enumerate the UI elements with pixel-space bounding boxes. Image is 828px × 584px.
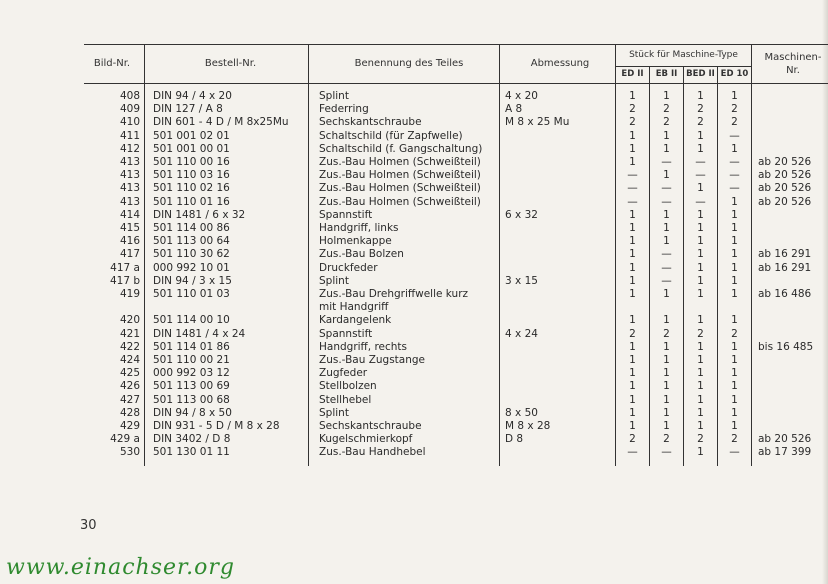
benennung-cell: Handgriff, rechts — [309, 341, 500, 354]
bestell-nr-cell: 501 110 03 16 — [145, 169, 309, 182]
bild-nr-cell: 426 — [84, 380, 145, 393]
bestell-nr-cell: 501 113 00 68 — [145, 394, 309, 407]
qty-eb2-cell: — — [650, 262, 684, 275]
maschinen-nr-cell — [752, 407, 828, 420]
qty-ed2-cell: 1 — [616, 248, 650, 261]
maschinen-nr-cell: ab 20 526 — [758, 433, 812, 446]
table-row — [84, 248, 828, 261]
qty-bed2-cell: 1 — [684, 314, 718, 327]
qty-bed2-cell: 2 — [684, 328, 718, 341]
qty-eb2-cell: 1 — [650, 314, 684, 327]
bestell-nr-cell: 501 130 01 11 — [145, 446, 309, 459]
qty-ed2-cell: 1 — [616, 367, 650, 380]
maschinen-nr-cell: ab 17 399 — [758, 446, 812, 459]
qty-ed10-cell: 1 — [718, 394, 752, 407]
bestell-nr-cell: DIN 94 / 3 x 15 — [145, 275, 309, 288]
benennung-cell: Kardangelenk — [309, 314, 500, 327]
parts-table — [84, 44, 828, 466]
benennung-cell: Holmenkappe — [309, 235, 500, 248]
qty-eb2-cell — [650, 301, 684, 314]
bestell-nr-cell: 501 110 00 21 — [145, 354, 309, 367]
table-row — [84, 143, 828, 156]
qty-bed2-cell: 1 — [684, 90, 718, 103]
qty-ed10-cell — [718, 301, 752, 314]
bestell-nr-cell: 501 113 00 69 — [145, 380, 309, 393]
qty-eb2-cell: 1 — [650, 209, 684, 222]
qty-eb2-cell: 2 — [650, 328, 684, 341]
qty-ed10-cell: 1 — [718, 143, 752, 156]
table-row — [84, 341, 828, 354]
qty-ed2-cell: 1 — [616, 288, 650, 301]
qty-bed2-cell: — — [684, 169, 718, 182]
abmessung-cell: 6 x 32 — [500, 209, 616, 222]
qty-bed2-cell: 2 — [684, 433, 718, 446]
benennung-cell: Zugfeder — [309, 367, 500, 380]
benennung-cell: Stellbolzen — [309, 380, 500, 393]
qty-ed2-cell: 1 — [616, 262, 650, 275]
qty-ed2-cell: 1 — [616, 407, 650, 420]
abmessung-cell: 3 x 15 — [500, 275, 616, 288]
table-row — [84, 314, 828, 327]
maschinen-nr-cell — [752, 143, 828, 156]
abmessung-cell — [500, 182, 616, 195]
header-maschinen-nr: Maschinen-Nr. — [752, 45, 828, 84]
maschinen-nr-cell: ab 16 291 — [758, 261, 812, 274]
qty-eb2-cell: 1 — [650, 407, 684, 420]
qty-eb2-cell: 1 — [650, 130, 684, 143]
qty-ed2-cell: — — [616, 196, 650, 209]
table-header — [84, 45, 828, 84]
qty-eb2-cell: — — [650, 275, 684, 288]
abmessung-cell: 4 x 24 — [500, 328, 616, 341]
qty-ed2-cell: 1 — [616, 314, 650, 327]
maschinen-nr-cell: ab 20 526 — [758, 169, 812, 182]
table-row — [84, 116, 828, 129]
qty-eb2-cell: 1 — [650, 90, 684, 103]
abmessung-cell — [500, 222, 616, 235]
maschinen-nr-cell — [752, 222, 828, 235]
header-abmessung: Abmessung — [500, 45, 616, 84]
qty-eb2-cell: — — [650, 446, 684, 459]
bestell-nr-cell: DIN 1481 / 6 x 32 — [145, 209, 309, 222]
abmessung-cell — [500, 354, 616, 367]
qty-ed10-cell: — — [718, 169, 752, 182]
qty-ed2-cell: 1 — [616, 222, 650, 235]
qty-ed2-cell: 1 — [616, 235, 650, 248]
qty-ed2-cell: — — [616, 182, 650, 195]
table-row — [84, 90, 828, 103]
qty-ed10-cell: 1 — [718, 235, 752, 248]
benennung-cell: Zus.-Bau Handhebel — [309, 446, 500, 459]
bild-nr-cell: 413 — [84, 156, 145, 169]
bestell-nr-cell: DIN 1481 / 4 x 24 — [145, 328, 309, 341]
maschinen-nr-cell — [752, 235, 828, 248]
bild-nr-cell: 413 — [84, 182, 145, 195]
bestell-nr-cell: 501 110 01 16 — [145, 196, 309, 209]
maschinen-nr-cell — [752, 314, 828, 327]
abmessung-cell — [500, 380, 616, 393]
qty-bed2-cell: 1 — [684, 235, 718, 248]
qty-ed10-cell: 2 — [718, 328, 752, 341]
table-row — [84, 169, 828, 182]
bestell-nr-cell: 501 110 00 16 — [145, 156, 309, 169]
abmessung-cell — [500, 143, 616, 156]
qty-eb2-cell: 2 — [650, 116, 684, 129]
benennung-cell: Zus.-Bau Holmen (Schweißteil) — [309, 182, 500, 195]
qty-ed10-cell: 1 — [718, 222, 752, 235]
table-row — [84, 420, 828, 433]
benennung-cell: Zus.-Bau Bolzen — [309, 248, 500, 261]
maschinen-nr-cell — [752, 90, 828, 103]
maschinen-nr-cell: ab 20 526 — [758, 195, 812, 208]
bild-nr-cell: 422 — [84, 341, 145, 354]
qty-ed10-cell: 1 — [718, 420, 752, 433]
table-row — [84, 222, 828, 235]
qty-ed10-cell: 1 — [718, 248, 752, 261]
qty-bed2-cell: 1 — [684, 341, 718, 354]
qty-bed2-cell: 1 — [684, 420, 718, 433]
qty-ed10-cell: 1 — [718, 90, 752, 103]
qty-ed10-cell: 1 — [718, 367, 752, 380]
qty-ed10-cell: 1 — [718, 341, 752, 354]
bestell-nr-cell: DIN 3402 / D 8 — [145, 433, 309, 446]
qty-ed2-cell: 1 — [616, 130, 650, 143]
qty-ed10-cell: 1 — [718, 354, 752, 367]
bestell-nr-cell: 000 992 03 12 — [145, 367, 309, 380]
abmessung-cell: 4 x 20 — [500, 90, 616, 103]
abmessung-cell: M 8 x 25 Mu — [500, 116, 616, 129]
table-row — [84, 235, 828, 248]
abmessung-cell: 8 x 50 — [500, 407, 616, 420]
benennung-cell: Zus.-Bau Zugstange — [309, 354, 500, 367]
qty-ed2-cell: 1 — [616, 90, 650, 103]
bild-nr-cell: 429 — [84, 420, 145, 433]
abmessung-cell — [500, 446, 616, 459]
qty-bed2-cell: 1 — [684, 288, 718, 301]
bild-nr-cell: 427 — [84, 394, 145, 407]
maschinen-nr-cell — [752, 301, 828, 314]
qty-ed10-cell: 1 — [718, 288, 752, 301]
bestell-nr-cell: 501 114 00 10 — [145, 314, 309, 327]
qty-eb2-cell: 2 — [650, 103, 684, 116]
abmessung-cell — [500, 235, 616, 248]
abmessung-cell — [500, 130, 616, 143]
bestell-nr-cell: DIN 127 / A 8 — [145, 103, 309, 116]
qty-ed2-cell: 2 — [616, 116, 650, 129]
header-bild-nr: Bild-Nr. — [84, 45, 145, 84]
benennung-cell: Stellhebel — [309, 394, 500, 407]
qty-eb2-cell: 1 — [650, 169, 684, 182]
maschinen-nr-cell — [752, 116, 828, 129]
benennung-cell: Zus.-Bau Drehgriffwelle kurz — [309, 288, 500, 301]
table-row — [84, 262, 828, 275]
qty-eb2-cell: 1 — [650, 235, 684, 248]
qty-ed2-cell — [616, 301, 650, 314]
table-row — [84, 446, 828, 459]
maschinen-nr-cell: bis 16 485 — [758, 340, 814, 353]
qty-bed2-cell: 1 — [684, 380, 718, 393]
qty-ed2-cell: 1 — [616, 209, 650, 222]
bild-nr-cell: 417 b — [84, 275, 145, 288]
bild-nr-cell: 413 — [84, 196, 145, 209]
qty-eb2-cell: — — [650, 196, 684, 209]
qty-eb2-cell: 1 — [650, 288, 684, 301]
bestell-nr-cell: 501 114 01 86 — [145, 341, 309, 354]
header-type-eb2: EB II — [650, 66, 684, 83]
qty-ed10-cell: 1 — [718, 196, 752, 209]
bild-nr-cell: 410 — [84, 116, 145, 129]
bild-nr-cell: 415 — [84, 222, 145, 235]
qty-bed2-cell: 1 — [684, 182, 718, 195]
benennung-cell: Handgriff, links — [309, 222, 500, 235]
table-body — [84, 84, 828, 466]
bild-nr-cell: 428 — [84, 407, 145, 420]
bestell-nr-cell: 000 992 10 01 — [145, 262, 309, 275]
bild-nr-cell: 530 — [84, 446, 145, 459]
maschinen-nr-cell — [752, 130, 828, 143]
watermark-url: www.einachser.org — [6, 555, 235, 580]
maschinen-nr-cell: ab 16 291 — [758, 248, 812, 261]
table-row — [84, 433, 828, 446]
qty-eb2-cell: 1 — [650, 394, 684, 407]
benennung-cell: Sechskantschraube — [309, 116, 500, 129]
benennung-cell: Federring — [309, 103, 500, 116]
page-number: 30 — [80, 518, 97, 533]
benennung-cell: Spannstift — [309, 328, 500, 341]
bestell-nr-cell: 501 001 02 01 — [145, 130, 309, 143]
benennung-cell: Zus.-Bau Holmen (Schweißteil) — [309, 156, 500, 169]
bestell-nr-cell: 501 001 00 01 — [145, 143, 309, 156]
qty-ed10-cell: 1 — [718, 209, 752, 222]
qty-ed10-cell: 2 — [718, 103, 752, 116]
maschinen-nr-cell — [752, 354, 828, 367]
qty-ed2-cell: 1 — [616, 156, 650, 169]
header-type-ed2: ED II — [616, 66, 650, 83]
table-row — [84, 301, 828, 314]
abmessung-cell — [500, 367, 616, 380]
maschinen-nr-cell — [752, 328, 828, 341]
qty-bed2-cell: 1 — [684, 248, 718, 261]
maschinen-nr-cell — [752, 103, 828, 116]
bestell-nr-cell: DIN 94 / 4 x 20 — [145, 90, 309, 103]
table-row — [84, 209, 828, 222]
qty-ed2-cell: — — [616, 169, 650, 182]
qty-ed2-cell: 1 — [616, 420, 650, 433]
bestell-nr-cell — [145, 301, 309, 314]
abmessung-cell — [500, 169, 616, 182]
benennung-cell: Sechskantschraube — [309, 420, 500, 433]
qty-ed2-cell: 1 — [616, 341, 650, 354]
maschinen-nr-cell — [752, 367, 828, 380]
qty-ed2-cell: 1 — [616, 394, 650, 407]
bild-nr-cell: 424 — [84, 354, 145, 367]
bestell-nr-cell: 501 114 00 86 — [145, 222, 309, 235]
table-row — [84, 354, 828, 367]
table-row — [84, 196, 828, 209]
benennung-cell: Zus.-Bau Holmen (Schweißteil) — [309, 196, 500, 209]
table-row — [84, 288, 828, 301]
qty-ed2-cell: 2 — [616, 433, 650, 446]
benennung-cell: Splint — [309, 407, 500, 420]
benennung-cell: Spannstift — [309, 209, 500, 222]
qty-bed2-cell: 1 — [684, 354, 718, 367]
qty-bed2-cell: 1 — [684, 407, 718, 420]
maschinen-nr-cell: ab 20 526 — [758, 182, 812, 195]
qty-ed2-cell: — — [616, 446, 650, 459]
bild-nr-cell: 416 — [84, 235, 145, 248]
bestell-nr-cell: 501 110 30 62 — [145, 248, 309, 261]
qty-eb2-cell: 2 — [650, 433, 684, 446]
qty-ed10-cell: — — [718, 182, 752, 195]
qty-bed2-cell: 1 — [684, 222, 718, 235]
bild-nr-cell: 411 — [84, 130, 145, 143]
qty-eb2-cell: 1 — [650, 354, 684, 367]
maschinen-nr-cell — [752, 275, 828, 288]
qty-bed2-cell: — — [684, 156, 718, 169]
header-bestell-nr: Bestell-Nr. — [145, 45, 309, 84]
table-row — [84, 182, 828, 195]
qty-eb2-cell: 1 — [650, 143, 684, 156]
table-row — [84, 156, 828, 169]
qty-bed2-cell: 1 — [684, 262, 718, 275]
benennung-cell: Schaltschild (für Zapfwelle) — [309, 130, 500, 143]
bild-nr-cell: 408 — [84, 90, 145, 103]
qty-ed10-cell: — — [718, 130, 752, 143]
qty-ed10-cell: 1 — [718, 380, 752, 393]
benennung-cell: Kugelschmierkopf — [309, 433, 500, 446]
qty-bed2-cell: 1 — [684, 394, 718, 407]
maschinen-nr-cell — [752, 209, 828, 222]
bestell-nr-cell: DIN 94 / 8 x 50 — [145, 407, 309, 420]
qty-bed2-cell: 1 — [684, 446, 718, 459]
table-row — [84, 275, 828, 288]
maschinen-nr-cell — [752, 420, 828, 433]
benennung-cell: Druckfeder — [309, 262, 500, 275]
qty-ed2-cell: 2 — [616, 328, 650, 341]
table-row — [84, 407, 828, 420]
abmessung-cell: A 8 — [500, 103, 616, 116]
qty-bed2-cell: 2 — [684, 103, 718, 116]
qty-ed10-cell: 2 — [718, 433, 752, 446]
table-row — [84, 103, 828, 116]
qty-ed2-cell: 1 — [616, 380, 650, 393]
qty-bed2-cell: 1 — [684, 130, 718, 143]
qty-ed10-cell: 1 — [718, 314, 752, 327]
maschinen-nr-cell: ab 20 526 — [758, 156, 812, 169]
qty-ed2-cell: 2 — [616, 103, 650, 116]
benennung-cell: mit Handgriff — [309, 301, 500, 314]
qty-bed2-cell: 1 — [684, 275, 718, 288]
bild-nr-cell: 414 — [84, 209, 145, 222]
bestell-nr-cell: 501 110 01 03 — [145, 288, 309, 301]
table-row — [84, 328, 828, 341]
bild-nr-cell: 419 — [84, 288, 145, 301]
benennung-cell: Splint — [309, 275, 500, 288]
bild-nr-cell: 429 a — [84, 433, 145, 446]
bild-nr-cell: 421 — [84, 328, 145, 341]
qty-ed10-cell: 1 — [718, 262, 752, 275]
qty-bed2-cell — [684, 301, 718, 314]
qty-bed2-cell: 1 — [684, 209, 718, 222]
bild-nr-cell: 417 a — [84, 262, 145, 275]
bestell-nr-cell: 501 110 02 16 — [145, 182, 309, 195]
qty-eb2-cell: 1 — [650, 222, 684, 235]
header-type-bed2: BED II — [684, 66, 718, 83]
abmessung-cell — [500, 341, 616, 354]
bild-nr-cell: 409 — [84, 103, 145, 116]
abmessung-cell — [500, 262, 616, 275]
abmessung-cell: M 8 x 28 — [500, 420, 616, 433]
qty-eb2-cell: 1 — [650, 341, 684, 354]
qty-eb2-cell: 1 — [650, 367, 684, 380]
header-stueck-group: Stück für Maschine-Type — [616, 45, 752, 67]
qty-eb2-cell: — — [650, 156, 684, 169]
qty-ed10-cell: 1 — [718, 275, 752, 288]
qty-ed2-cell: 1 — [616, 354, 650, 367]
bild-nr-cell: 413 — [84, 169, 145, 182]
qty-eb2-cell: — — [650, 248, 684, 261]
qty-bed2-cell: 1 — [684, 143, 718, 156]
benennung-cell: Zus.-Bau Holmen (Schweißteil) — [309, 169, 500, 182]
abmessung-cell — [500, 394, 616, 407]
qty-eb2-cell: 1 — [650, 380, 684, 393]
qty-ed2-cell: 1 — [616, 275, 650, 288]
abmessung-cell — [500, 248, 616, 261]
bild-nr-cell: 425 — [84, 367, 145, 380]
qty-ed10-cell: 1 — [718, 407, 752, 420]
benennung-cell: Splint — [309, 90, 500, 103]
qty-ed2-cell: 1 — [616, 143, 650, 156]
abmessung-cell — [500, 196, 616, 209]
bild-nr-cell — [84, 301, 145, 314]
abmessung-cell — [500, 156, 616, 169]
maschinen-nr-cell — [752, 394, 828, 407]
maschinen-nr-cell: ab 16 486 — [758, 288, 812, 301]
qty-ed10-cell: 2 — [718, 116, 752, 129]
abmessung-cell: D 8 — [500, 433, 616, 446]
header-type-ed10: ED 10 — [718, 66, 752, 83]
bild-nr-cell: 412 — [84, 143, 145, 156]
table-row — [84, 130, 828, 143]
qty-ed10-cell: — — [718, 156, 752, 169]
bild-nr-cell: 420 — [84, 314, 145, 327]
table-row — [84, 380, 828, 393]
benennung-cell: Schaltschild (f. Gangschaltung) — [309, 143, 500, 156]
qty-bed2-cell: 2 — [684, 116, 718, 129]
qty-bed2-cell: 1 — [684, 367, 718, 380]
table-row — [84, 394, 828, 407]
abmessung-cell — [500, 301, 616, 314]
bestell-nr-cell: DIN 931 - 5 D / M 8 x 28 — [145, 420, 309, 433]
bestell-nr-cell: 501 113 00 64 — [145, 235, 309, 248]
table-row — [84, 367, 828, 380]
qty-bed2-cell: — — [684, 196, 718, 209]
maschinen-nr-cell — [752, 380, 828, 393]
qty-eb2-cell: — — [650, 182, 684, 195]
header-benennung: Benennung des Teiles — [309, 45, 500, 84]
qty-ed10-cell: — — [718, 446, 752, 459]
qty-eb2-cell: 1 — [650, 420, 684, 433]
bestell-nr-cell: DIN 601 - 4 D / M 8x25Mu — [145, 116, 309, 129]
abmessung-cell — [500, 314, 616, 327]
bild-nr-cell: 417 — [84, 248, 145, 261]
abmessung-cell — [500, 288, 616, 301]
